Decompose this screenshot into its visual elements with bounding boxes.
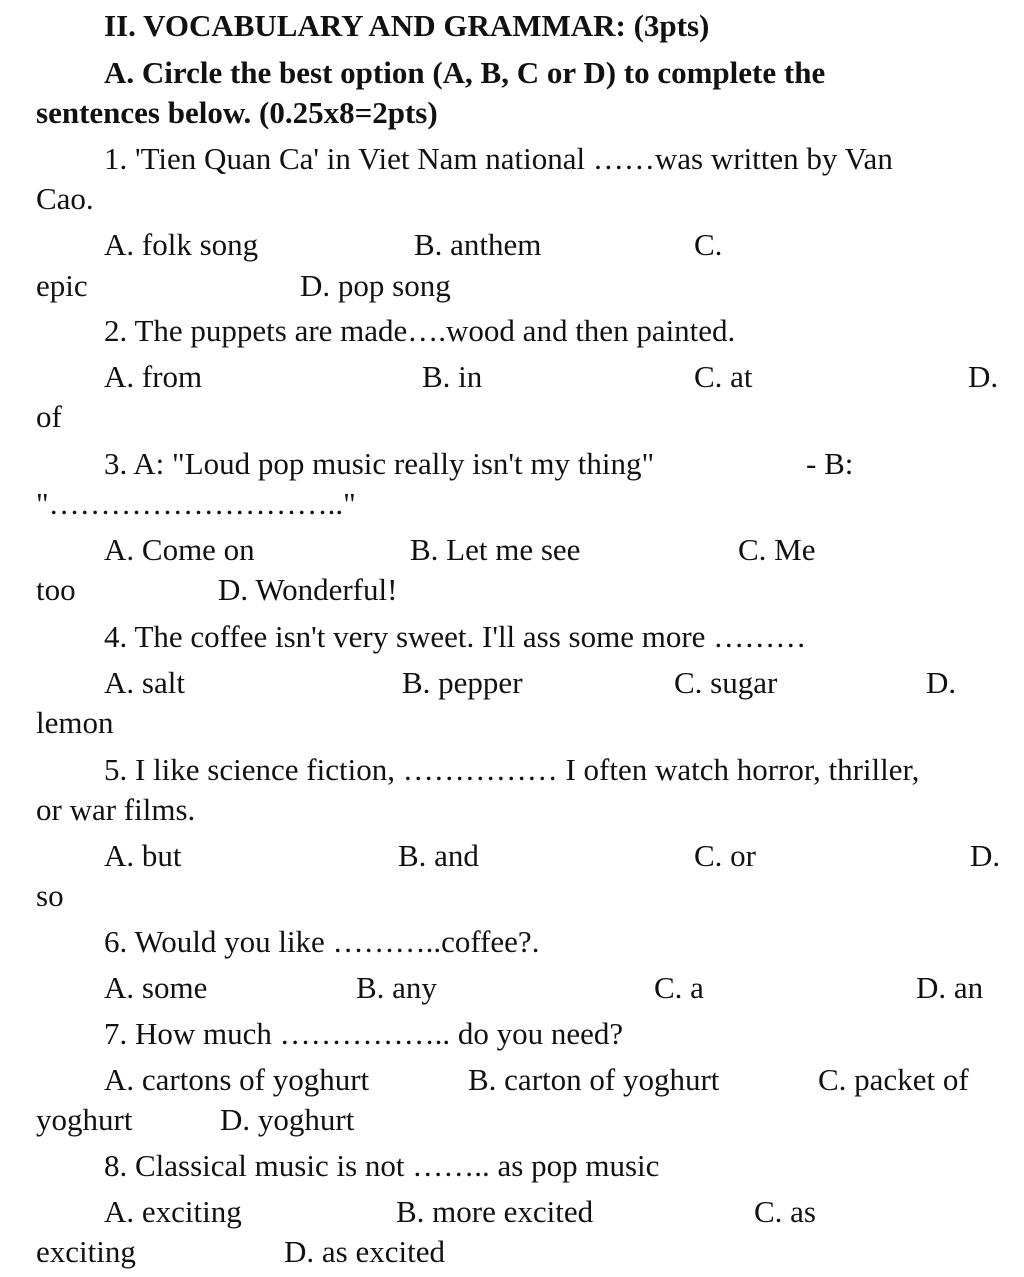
option-c-continued[interactable]: exciting: [36, 1234, 136, 1269]
question-2-line: [0, 311, 1024, 351]
option-d[interactable]: D. as excited: [284, 1234, 445, 1269]
instruction-line-2: [0, 93, 1024, 133]
instruction-text-continued: sentences below. (0.25x8=2pts): [36, 95, 438, 130]
option-c[interactable]: C. sugar: [674, 665, 778, 700]
question-7-options-2: [0, 1100, 1024, 1140]
option-b[interactable]: B. any: [356, 970, 437, 1005]
question-8-line: [0, 1146, 1024, 1186]
question-3-options: [0, 530, 1024, 570]
option-a[interactable]: A. Come on: [104, 532, 255, 567]
option-c[interactable]: C. or: [694, 838, 756, 873]
option-c[interactable]: C. a: [654, 970, 704, 1005]
question-8-options: [0, 1192, 1024, 1232]
option-c[interactable]: C. packet of: [818, 1062, 969, 1097]
section-title: II. VOCABULARY AND GRAMMAR: (3pts): [104, 8, 710, 43]
option-b[interactable]: B. in: [422, 359, 483, 394]
option-c-continued[interactable]: epic: [36, 268, 88, 303]
option-d-continued[interactable]: of: [36, 399, 62, 434]
option-d[interactable]: D. Wonderful!: [218, 572, 398, 607]
question-5-text: 5. I like science fiction, …………… I often watch horror, thriller,: [104, 752, 920, 787]
option-d-continued[interactable]: lemon: [36, 705, 114, 740]
question-1-line-2: [0, 179, 1024, 219]
option-c[interactable]: C.: [694, 227, 723, 262]
question-4-options: [0, 663, 1024, 703]
question-6-line: [0, 922, 1024, 962]
option-c-continued[interactable]: too: [36, 572, 76, 607]
question-3-speaker-b: - B:: [806, 446, 854, 481]
question-3-options-2: [0, 570, 1024, 610]
instruction-line-1: [0, 53, 1024, 93]
option-c[interactable]: C. as: [754, 1194, 816, 1229]
option-b[interactable]: B. Let me see: [410, 532, 581, 567]
question-4-text: 4. The coffee isn't very sweet. I'll ass some more ………: [104, 619, 807, 654]
question-7-options: [0, 1060, 1024, 1100]
question-5-text-continued: or war films.: [36, 792, 196, 827]
option-b[interactable]: B. more excited: [396, 1194, 594, 1229]
question-3-line-2: [0, 484, 1024, 524]
option-b[interactable]: B. pepper: [402, 665, 523, 700]
option-d[interactable]: D. an: [916, 970, 984, 1005]
option-b[interactable]: B. and: [398, 838, 479, 873]
option-c-continued[interactable]: yoghurt: [36, 1102, 133, 1137]
question-3-answer-blank: "………………………..": [36, 486, 356, 521]
question-7-text: 7. How much …………….. do you need?: [104, 1016, 624, 1051]
question-5-options: [0, 836, 1024, 876]
option-d[interactable]: D.: [968, 359, 999, 394]
instruction-text: A. Circle the best option (A, B, C or D) to complete the: [104, 55, 826, 90]
option-b[interactable]: B. carton of yoghurt: [468, 1062, 720, 1097]
question-3-line: [0, 444, 1024, 484]
question-1-options-2: [0, 266, 1024, 306]
option-b[interactable]: B. anthem: [414, 227, 542, 262]
question-6-options: [0, 968, 1024, 1008]
option-d[interactable]: D. pop song: [300, 268, 451, 303]
question-5-options-2: [0, 876, 1024, 916]
question-6-text: 6. Would you like ………..coffee?.: [104, 924, 540, 959]
option-a[interactable]: A. from: [104, 359, 203, 394]
question-2-text: 2. The puppets are made….wood and then painted.: [104, 313, 736, 348]
question-8-text: 8. Classical music is not …….. as pop music: [104, 1148, 660, 1183]
question-2-options-2: [0, 397, 1024, 437]
question-5-line-2: [0, 790, 1024, 830]
option-a[interactable]: A. cartons of yoghurt: [104, 1062, 370, 1097]
question-1-text-continued: Cao.: [36, 181, 94, 216]
option-a[interactable]: A. salt: [104, 665, 185, 700]
option-d[interactable]: D.: [970, 838, 1001, 873]
option-c[interactable]: C. at: [694, 359, 753, 394]
option-c[interactable]: C. Me: [738, 532, 816, 567]
question-1-options: [0, 225, 1024, 265]
question-4-line: [0, 617, 1024, 657]
section-heading-line: [0, 6, 1024, 46]
question-1-line: [0, 139, 1024, 179]
option-a[interactable]: A. exciting: [104, 1194, 242, 1229]
question-1-text: 1. 'Tien Quan Ca' in Viet Nam national ……was written by Van: [104, 141, 893, 176]
question-3-text: 3. A: "Loud pop music really isn't my thing": [104, 446, 655, 481]
option-a[interactable]: A. folk song: [104, 227, 259, 262]
question-7-line: [0, 1014, 1024, 1054]
option-a[interactable]: A. but: [104, 838, 182, 873]
question-5-line: [0, 750, 1024, 790]
question-8-options-2: [0, 1232, 1024, 1272]
question-4-options-2: [0, 703, 1024, 743]
option-a[interactable]: A. some: [104, 970, 208, 1005]
option-d[interactable]: D.: [926, 665, 957, 700]
option-d-continued[interactable]: so: [36, 878, 64, 913]
option-d[interactable]: D. yoghurt: [220, 1102, 355, 1137]
question-2-options: [0, 357, 1024, 397]
